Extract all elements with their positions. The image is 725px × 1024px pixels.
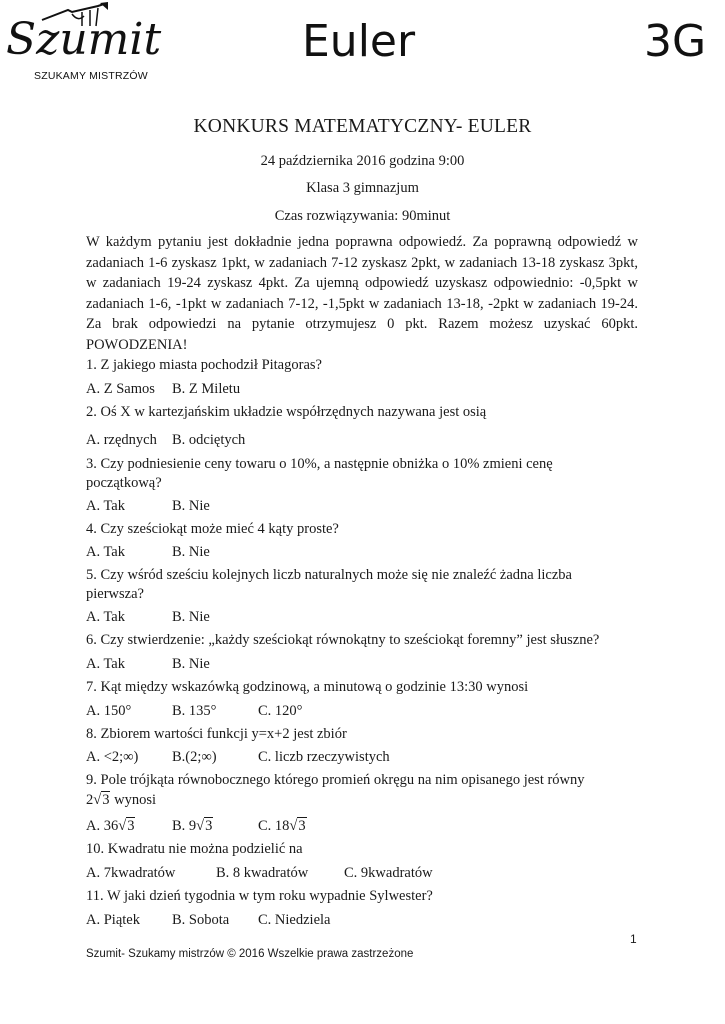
answers-10 bbox=[86, 865, 646, 885]
question-3: 3. Czy podniesienie ceny towaru o 10%, a następnie obniżka o 10% zmieni cenę bbox=[86, 456, 553, 472]
answer-option: B. Nie bbox=[172, 656, 210, 672]
page-number: 1 bbox=[630, 932, 637, 946]
answer-option: C. liczb rzeczywistych bbox=[258, 749, 390, 765]
sqrt-symbol: √3 bbox=[93, 792, 110, 808]
answers-7 bbox=[86, 703, 646, 723]
sqrt-radicand: 3 bbox=[102, 792, 110, 808]
question-7: 7. Kąt między wskazówką godzinową, a minutową o godzinie 13:30 wynosi bbox=[86, 679, 529, 695]
question-9: 9. Pole trójkąta równobocznego którego promień okręgu na nim opisanego jest równy bbox=[86, 772, 585, 788]
question-5-cont: pierwsza? bbox=[86, 586, 144, 602]
page-title: KONKURS MATEMATYCZNY- EULER bbox=[193, 116, 532, 137]
answer-option: C. Niedziela bbox=[258, 912, 331, 928]
question-11: 11. W jaki dzień tygodnia w tym roku wypadnie Sylwester? bbox=[86, 888, 433, 904]
answer-option: B. Nie bbox=[172, 498, 210, 514]
class-label: Klasa 3 gimnazjum bbox=[306, 180, 419, 196]
answer-option: B. Nie bbox=[172, 609, 210, 625]
question-4: 4. Czy sześciokąt może mieć 4 kąty proste? bbox=[86, 521, 339, 537]
answers-9 bbox=[86, 818, 646, 840]
question-10: 10. Kwadratu nie można podzielić na bbox=[86, 841, 303, 857]
question-2: 2. Oś X w kartezjańskim układzie współrzędnych nazywana jest osią bbox=[86, 404, 487, 420]
answer-option: C. 9kwadratów bbox=[344, 865, 433, 881]
answers-1 bbox=[86, 381, 646, 401]
answer-option: A. Tak bbox=[86, 544, 125, 560]
duration-label: Czas rozwiązywania: 90minut bbox=[274, 208, 451, 224]
answers-11 bbox=[86, 912, 646, 932]
answer-option: B. Sobota bbox=[172, 912, 230, 928]
answer-option: A. Z Samos bbox=[86, 381, 155, 397]
sqrt-symbol: √3 bbox=[289, 818, 306, 834]
question-9-cont bbox=[86, 792, 156, 809]
answer-option-text: C. 18 bbox=[258, 818, 290, 834]
answers-6 bbox=[86, 656, 646, 676]
answer-option bbox=[86, 818, 135, 835]
answer-option: A. Piątek bbox=[86, 912, 140, 928]
logo-tagline: SZUKAMY MISTRZÓW bbox=[34, 70, 148, 82]
answers-5 bbox=[86, 609, 646, 629]
answer-option: B. Z Miletu bbox=[172, 381, 241, 397]
answer-option-text: A. 36 bbox=[86, 818, 119, 834]
answers-4 bbox=[86, 544, 646, 564]
question-6: 6. Czy stwierdzenie: „każdy sześciokąt równokątny to sześciokąt foremny” jest słuszne? bbox=[86, 632, 600, 648]
sqrt-radicand: 3 bbox=[127, 818, 135, 834]
logo-text: Szumit bbox=[6, 14, 162, 65]
answer-option bbox=[172, 818, 213, 835]
answers-3 bbox=[86, 498, 646, 518]
level-label: 3G bbox=[644, 16, 707, 67]
answers-2 bbox=[86, 432, 646, 452]
answers-8 bbox=[86, 749, 646, 769]
contest-brand: Euler bbox=[302, 16, 416, 67]
answer-option: B. 8 kwadratów bbox=[216, 865, 309, 881]
answer-option: A. Tak bbox=[86, 609, 125, 625]
answer-option-text: B. 9 bbox=[172, 818, 197, 834]
answer-option: A. 7kwadratów bbox=[86, 865, 176, 881]
answer-option bbox=[258, 818, 307, 835]
contest-date: 24 października 2016 godzina 9:00 bbox=[260, 153, 465, 169]
question-8: 8. Zbiorem wartości funkcji y=x+2 jest zbiór bbox=[86, 726, 347, 742]
question-3-cont: początkową? bbox=[86, 475, 162, 491]
q9-coefficient: 2 bbox=[86, 792, 94, 808]
answer-option: A. 150° bbox=[86, 703, 132, 719]
question-5: 5. Czy wśród sześciu kolejnych liczb naturalnych może się nie znaleźć żadna liczba bbox=[86, 567, 572, 583]
sqrt-symbol: √3 bbox=[118, 818, 135, 834]
answer-option: A. <2;∞) bbox=[86, 749, 139, 765]
answer-option: A. rzędnych bbox=[86, 432, 157, 448]
answer-option: B. 135° bbox=[172, 703, 217, 719]
answer-option: B. odciętych bbox=[172, 432, 246, 448]
answer-option: A. Tak bbox=[86, 656, 125, 672]
instructions-paragraph: W każdym pytaniu jest dokładnie jedna poprawna odpowiedź. Za poprawną odpowiedź w zadaniach 1-6 zyskasz 1pkt, w zadaniach 7-12 zyskasz 2pkt, w zadaniach 13-18 zyskasz 3pkt, w zadaniach 19-24 zyskasz 4pkt. Za ujemną odpowiedź uzyskasz odpowiednio: -0,5pkt w zadaniach 1-6, -1pkt w zadaniach 7-12, -1,5pkt w zadaniach 13-18, -2pkt w zadaniach 19-24. Za brak odpowiedzi na pytanie otrzymujesz 0 pkt. Razem możesz uzyskać 60pkt. POWODZENIA! bbox=[86, 234, 638, 353]
answer-option: B. Nie bbox=[172, 544, 210, 560]
answer-option: B.(2;∞) bbox=[172, 749, 217, 765]
answer-option: A. Tak bbox=[86, 498, 125, 514]
answer-option: C. 120° bbox=[258, 703, 303, 719]
sqrt-radicand: 3 bbox=[205, 818, 213, 834]
q9-suffix: wynosi bbox=[110, 792, 156, 808]
copyright-footer: Szumit- Szukamy mistrzów © 2016 Wszelkie prawa zastrzeżone bbox=[86, 948, 414, 960]
sqrt-symbol: √3 bbox=[196, 818, 213, 834]
question-1: 1. Z jakiego miasta pochodził Pitagoras? bbox=[86, 357, 322, 373]
sqrt-radicand: 3 bbox=[298, 818, 306, 834]
